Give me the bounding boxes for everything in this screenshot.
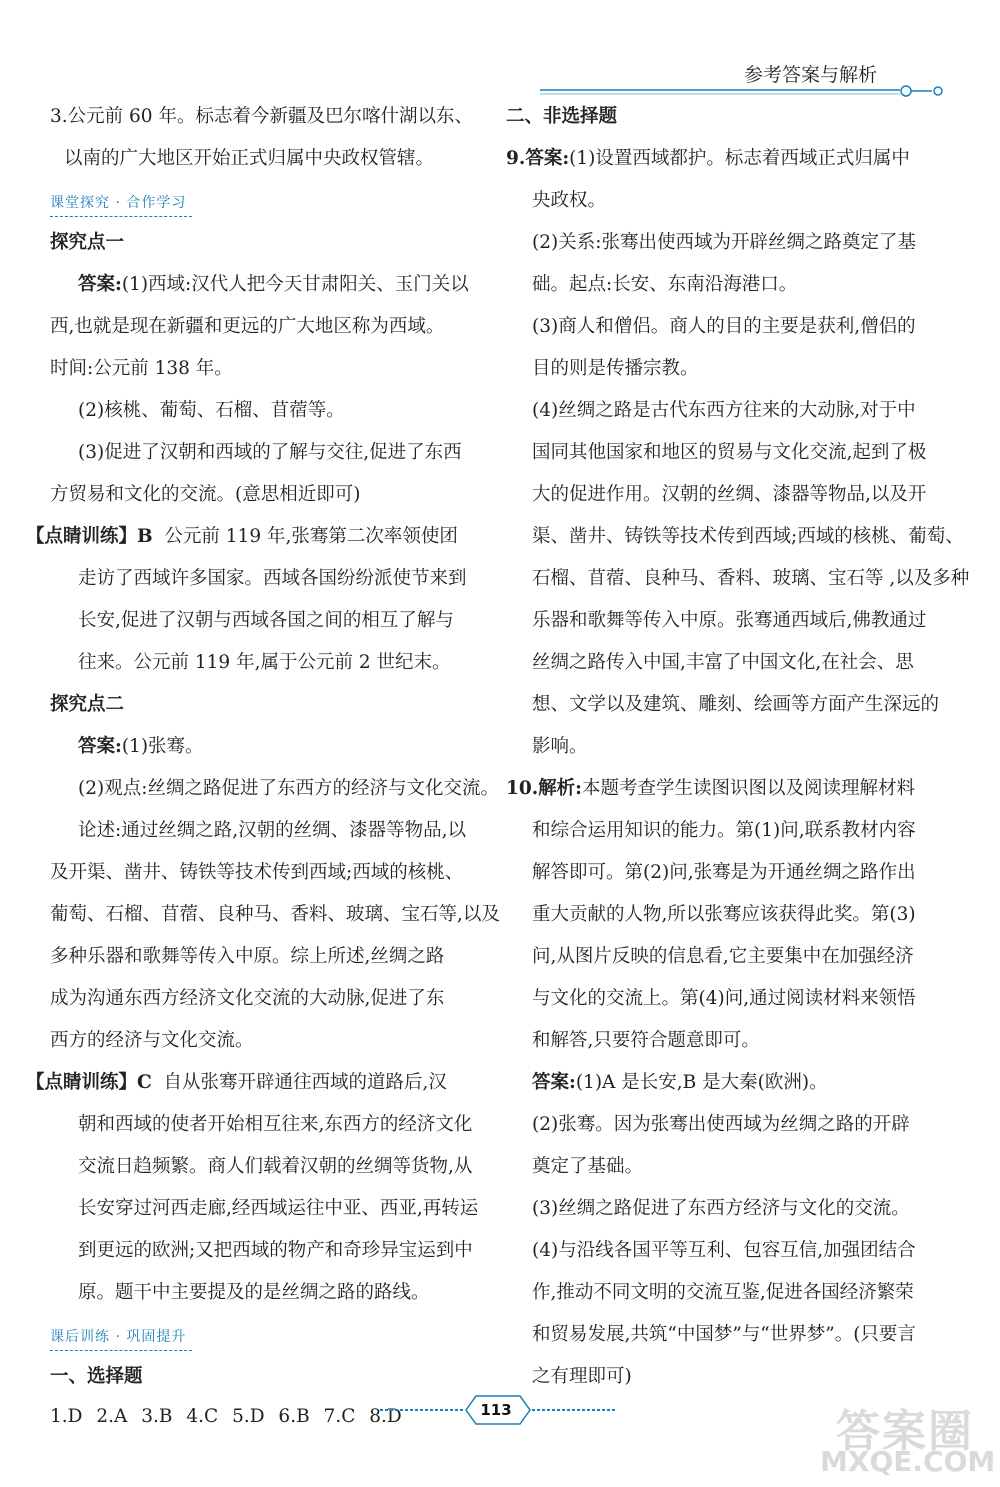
page-number: 113: [480, 1401, 512, 1419]
explore1-line-1: [78, 272, 469, 298]
q9-line-12: 乐器和歌舞等传入中原。张骞通西域后,佛教通过: [532, 610, 927, 631]
explore1-line-5: (3)促进了汉朝和西域的了解与交往,促进了东西: [78, 442, 462, 463]
section-tag-classroom: 课堂探究 · 合作学习: [50, 192, 186, 212]
section-nonchoice-title: 二、非选择题: [506, 106, 618, 127]
q9-line-4: 础。起点:长安、东南沿海港口。: [532, 274, 798, 295]
explore2-line-2: (2)观点:丝绸之路促进了东西方的经济与文化交流。: [78, 778, 499, 799]
q9-line-3: (2)关系:张骞出使西域为开辟丝绸之路奠定了基: [532, 232, 916, 253]
q9-line-5: (3)商人和僧侣。商人的目的主要是获利,僧侣的: [532, 316, 916, 337]
q9-line-14: 想、文学以及建筑、雕刻、绘画等方面产生深远的: [532, 694, 940, 715]
q9-line-6: 目的则是传播宗教。: [532, 358, 699, 379]
a10-line-6: 作,推动不同文明的交流互鉴,促进各国经济繁荣: [532, 1282, 914, 1303]
explore2-line-3: 论述:通过丝绸之路,汉朝的丝绸、漆器等物品,以: [78, 820, 466, 841]
a10-line-3: 奠定了基础。: [532, 1156, 644, 1177]
watermark-url: MXQE.COM: [820, 1445, 996, 1478]
a10-line-7: 和贸易发展,共筑“中国梦”与“世界梦”。(只要言: [532, 1324, 916, 1345]
q10-line-4: 重大贡献的人物,所以张骞应该获得此奖。第(3): [532, 904, 916, 925]
q9-answer-label: 9.答案:: [506, 148, 570, 169]
dianjing-2-text: 自从张骞开辟通往西域的道路后,汉: [163, 1072, 447, 1093]
q10-analysis-label: 10.解析:: [506, 778, 583, 799]
header-decoration-line: [540, 80, 960, 100]
dianjing-label: 【点睛训练】C: [26, 1072, 152, 1093]
dianjing-2-line-4: 长安穿过河西走廊,经西域运往中亚、西亚,再转运: [78, 1198, 479, 1219]
header-title: 参考答案与解析: [744, 64, 878, 86]
explore1-line-2: 西,也就是现在新疆和更远的广大地区称为西域。: [50, 316, 445, 337]
explore2-line-7: 成为沟通东西方经济文化交流的大动脉,促进了东: [50, 988, 445, 1009]
a10-line-1: [532, 1070, 828, 1096]
q10-line-7: 和解答,只要符合题意即可。: [532, 1030, 760, 1051]
explore1-line-3: 时间:公元前 138 年。: [50, 358, 233, 379]
answer-label: 答案:: [78, 274, 122, 295]
watermark-logo: 答案圈: [836, 1406, 974, 1457]
dianjing-1-line-2: 走访了西域许多国家。西域各国纷纷派使节来到: [78, 568, 467, 589]
dianjing-2-line-6: 原。题干中主要提及的是丝绸之路的路线。: [78, 1282, 430, 1303]
dianjing-2-line-5: 到更远的欧洲;又把西域的物产和奇珍异宝运到中: [78, 1240, 473, 1261]
q9-line-1-text: (1)设置西域都护。标志着西域正式归属中: [569, 148, 910, 169]
explore2-line-6: 多种乐器和歌舞等传入中原。综上所述,丝绸之路: [50, 946, 445, 967]
q10-line-6: 与文化的交流上。第(4)问,通过阅读材料来领悟: [532, 988, 916, 1009]
a10-line-2: (2)张骞。因为张骞出使西域为丝绸之路的开辟: [532, 1114, 910, 1135]
section-choice-title: 一、选择题: [50, 1366, 143, 1387]
explore1-line-1-text: (1)西域:汉代人把今天甘肃阳关、玉门关以: [121, 274, 469, 295]
q10-line-2: 和综合运用知识的能力。第(1)问,联系教材内容: [532, 820, 916, 841]
dianjing-2-line-2: 朝和西域的使者开始相互往来,东西方的经济文化: [78, 1114, 473, 1135]
explore2-line-1-text: (1)张骞。: [121, 736, 204, 757]
q9-line-15: 影响。: [532, 736, 588, 757]
q9-line-13: 丝绸之路传入中国,丰富了中国文化,在社会、思: [532, 652, 914, 673]
explore-point-2: 探究点二: [50, 694, 125, 715]
dianjing-label: 【点睛训练】B: [26, 526, 153, 547]
explore1-line-6: 方贸易和文化的交流。(意思相近即可): [50, 484, 361, 505]
q3-line-1: 3.公元前 60 年。标志着今新疆及巴尔喀什湖以东、: [50, 106, 473, 127]
explore2-line-1: [78, 734, 204, 760]
dianjing-1-line-4: 往来。公元前 119 年,属于公元前 2 世纪末。: [78, 652, 451, 673]
q10-line-1-text: 本题考查学生读图识图以及阅读理解材料: [582, 778, 916, 799]
a10-line-1-text: (1)A 是长安,B 是大秦(欧洲)。: [575, 1072, 828, 1093]
q9-line-10: 渠、凿井、铸铁等技术传到西域;西域的核桃、葡萄、: [532, 526, 964, 547]
explore2-line-5: 葡萄、石榴、苜蓿、良种马、香料、玻璃、宝石等,以及: [50, 904, 500, 925]
dianjing-1-line-3: 长安,促进了汉朝与西域各国之间的相互了解与: [78, 610, 454, 631]
explore1-line-4: (2)核桃、葡萄、石榴、苜蓿等。: [78, 400, 345, 421]
dianjing-1-text: 公元前 119 年,张骞第二次率领使团: [164, 526, 458, 547]
a10-line-5: (4)与沿线各国平等互利、包容互信,加强团结合: [532, 1240, 916, 1261]
q9-line-11: 石榴、苜蓿、良种马、香料、玻璃、宝石等 ,以及多种: [532, 568, 970, 589]
q10-line-3: 解答即可。第(2)问,张骞是为开通丝绸之路作出: [532, 862, 916, 883]
explore2-line-4: 及开渠、凿井、铸铁等技术传到西域;西域的核桃、: [50, 862, 464, 883]
q9-line-2: 央政权。: [532, 190, 607, 211]
a10-answer-label: 答案:: [532, 1072, 576, 1093]
answer-label: 答案:: [78, 736, 122, 757]
explore2-line-8: 西方的经济与文化交流。: [50, 1030, 254, 1051]
dianjing-2-line-1: [26, 1070, 447, 1096]
q10-line-5: 问,从图片反映的信息看,它主要集中在加强经济: [532, 946, 914, 967]
explore-point-1: 探究点一: [50, 232, 125, 253]
q9-line-1: [506, 146, 910, 172]
dianjing-2-line-3: 交流日趋频繁。商人们载着汉朝的丝绸等货物,从: [78, 1156, 473, 1177]
q9-line-9: 大的促进作用。汉朝的丝绸、漆器等物品,以及开: [532, 484, 927, 505]
q3-line-2: 以南的广大地区开始正式归属中央政权管辖。: [64, 148, 435, 169]
q9-line-8: 国同其他国家和地区的贸易与文化交流,起到了极: [532, 442, 927, 463]
q9-line-7: (4)丝绸之路是古代东西方往来的大动脉,对于中: [532, 400, 916, 421]
dianjing-1-line-1: [26, 524, 458, 550]
a10-line-8: 之有理即可): [532, 1366, 632, 1387]
choice-answers: 1.D 2.A 3.B 4.C 5.D 6.B 7.C 8.D: [50, 1406, 402, 1427]
a10-line-4: (3)丝绸之路促进了东西方经济与文化的交流。: [532, 1198, 910, 1219]
q10-line-1: [506, 776, 915, 802]
section-tag-afterclass: 课后训练 · 巩固提升: [50, 1326, 186, 1346]
